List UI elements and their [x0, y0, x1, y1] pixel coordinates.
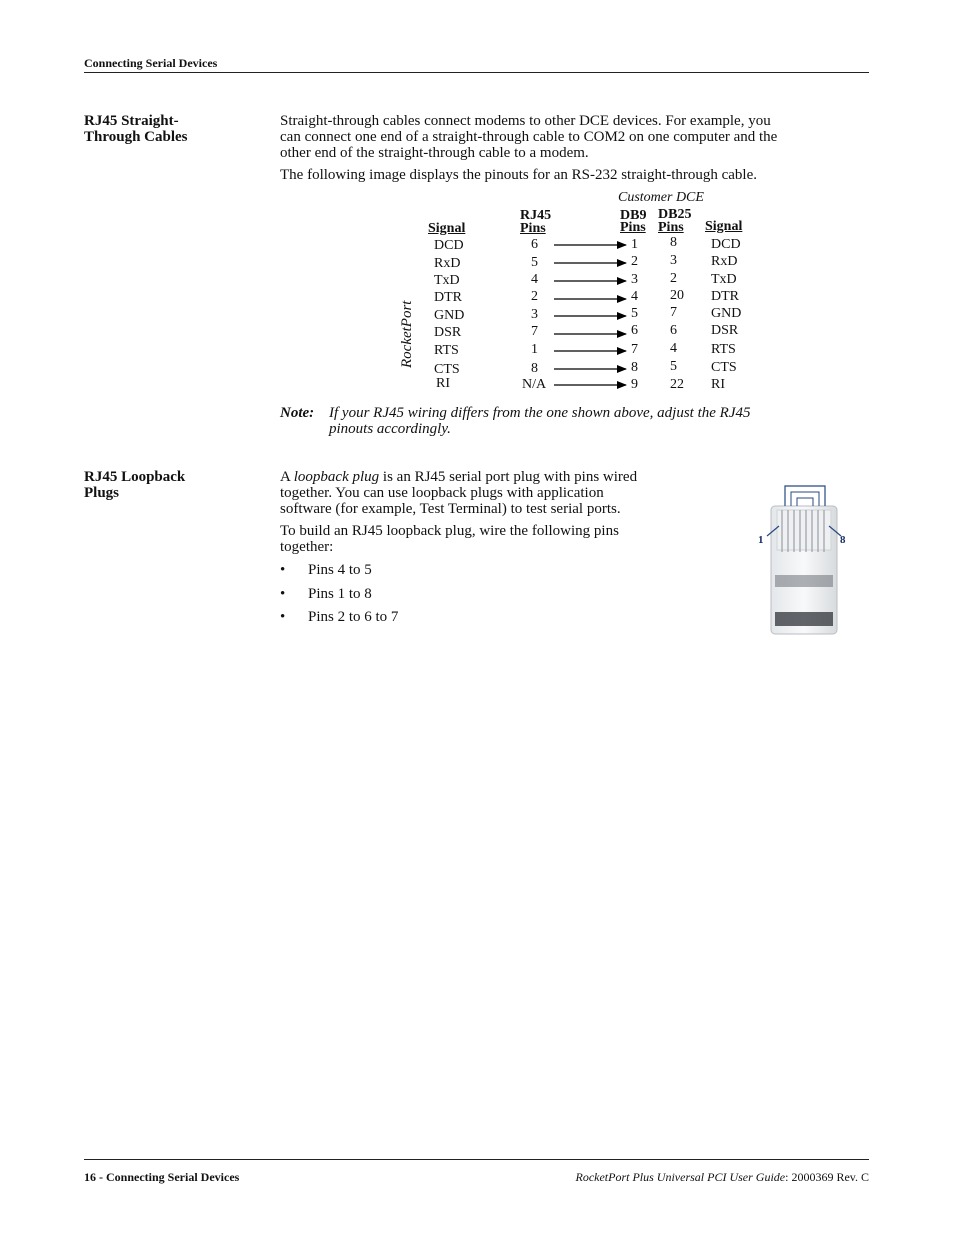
list-item-text: Pins 1 to 8 — [308, 586, 372, 602]
row-signal-right: RTS — [711, 342, 736, 357]
row-signal-right: DTR — [711, 289, 739, 304]
db9-header-line2: Pins — [620, 220, 646, 235]
loopback-plug-term: loopback plug — [293, 469, 380, 485]
footer-doc-title — [575, 1170, 869, 1185]
db25-header-line1: DB25 — [658, 207, 692, 222]
row-rj45: 8 — [531, 361, 538, 376]
wiring-note — [280, 405, 751, 437]
row-rj45: 6 — [531, 237, 538, 252]
row-rj45: 1 — [531, 342, 538, 357]
db25-header-line2: Pins — [658, 220, 684, 235]
heading-line: Through Cables — [84, 129, 188, 145]
row-signal: RxD — [434, 256, 461, 271]
row-db9: 3 — [631, 272, 638, 287]
row-signal-right: GND — [711, 306, 742, 321]
note-line: If your RJ45 wiring differs from the one shown above, adjust the RJ45 — [329, 405, 751, 421]
row-signal: TxD — [434, 273, 460, 288]
row-signal-right: DCD — [711, 237, 741, 252]
running-header: Connecting Serial Devices — [84, 56, 218, 70]
row-signal-right: RxD — [711, 254, 738, 269]
row-db25: 2 — [670, 271, 677, 286]
row-db9: 9 — [631, 377, 638, 392]
row-signal: CTS — [434, 362, 460, 377]
note-text — [329, 405, 849, 437]
row-signal: DCD — [434, 238, 464, 253]
doc-number: : 2000369 Rev. C — [785, 1170, 869, 1184]
row-db25: 4 — [670, 341, 677, 356]
row-db25: 3 — [670, 253, 677, 268]
section-heading-loopback — [84, 469, 185, 501]
intro-b: is an RJ45 serial port plug with pins wired — [379, 469, 638, 485]
para-line: together. You can use loopback plugs with application — [280, 485, 604, 501]
row-db9: 8 — [631, 360, 638, 375]
row-db25: 6 — [670, 323, 677, 338]
row-signal-right: DSR — [711, 323, 739, 338]
row-signal-right: TxD — [711, 272, 737, 287]
row-signal: GND — [434, 308, 465, 323]
row-signal: DTR — [434, 290, 462, 305]
row-signal: RI — [436, 376, 450, 391]
pin-bullet-list — [280, 562, 580, 632]
rj45-plug-illustration — [755, 480, 855, 640]
row-db9: 5 — [631, 306, 638, 321]
pin-8-label: 8 — [840, 534, 846, 546]
row-rj45: N/A — [522, 377, 547, 392]
row-rj45: 2 — [531, 289, 538, 304]
list-item-text: Pins 4 to 5 — [308, 562, 372, 578]
footer-rule — [84, 1159, 869, 1160]
list-item: • Pins 2 to 6 to 7 — [280, 609, 399, 625]
rj45-header-line2: Pins — [520, 221, 546, 236]
heading-line: RJ45 Straight- — [84, 113, 179, 129]
row-signal: RTS — [434, 343, 459, 358]
list-item: • Pins 1 to 8 — [280, 586, 372, 602]
row-rj45: 5 — [531, 255, 538, 270]
row-rj45: 4 — [531, 272, 538, 287]
para-line: can connect one end of a straight-through cable to COM2 on one computer and the — [280, 129, 778, 145]
rj45-header-line1: RJ45 — [520, 208, 552, 223]
row-db25: 20 — [670, 288, 684, 303]
row-db9: 4 — [631, 289, 638, 304]
para-line: together: — [280, 539, 334, 555]
para-line: software (for example, Test Terminal) to test serial ports. — [280, 501, 621, 517]
footer-page-label: 16 - Connecting Serial Devices — [84, 1170, 240, 1184]
row-signal: DSR — [434, 325, 462, 340]
pin-1-label: 1 — [758, 534, 764, 546]
header-rule — [84, 72, 869, 73]
signal-right-header: Signal — [705, 219, 743, 234]
row-signal-right: RI — [711, 377, 725, 392]
intro-a: A — [280, 469, 294, 485]
doc-title: RocketPort Plus Universal PCI User Guide — [575, 1170, 786, 1184]
loopback-intro — [280, 469, 637, 517]
row-db9: 2 — [631, 254, 638, 269]
db9-header-line1: DB9 — [620, 208, 647, 223]
straight-through-paragraph — [280, 113, 777, 161]
row-signal-right: CTS — [711, 360, 737, 375]
heading-line: RJ45 Loopback — [84, 469, 186, 485]
signal-left-header: Signal — [428, 221, 466, 236]
row-db9: 6 — [631, 323, 638, 338]
row-db9: 7 — [631, 342, 638, 357]
row-db25: 7 — [670, 305, 677, 320]
row-db25: 5 — [670, 359, 677, 374]
pinout-intro: The following image displays the pinouts for an RS-232 straight-through cable. — [280, 167, 757, 183]
row-rj45: 3 — [531, 307, 538, 322]
para-line — [280, 469, 637, 485]
loopback-build — [280, 523, 619, 555]
rocketport-label: RocketPort — [399, 300, 415, 368]
para-line: Straight-through cables connect modems to other DCE devices. For example, you — [280, 113, 771, 129]
list-item: • Pins 4 to 5 — [280, 562, 372, 578]
note-line: pinouts accordingly. — [329, 421, 451, 437]
para-line: To build an RJ45 loopback plug, wire the following pins — [280, 523, 619, 539]
note-label: Note: — [280, 405, 315, 421]
row-rj45: 7 — [531, 324, 538, 339]
para-line: other end of the straight-through cable to a modem. — [280, 145, 589, 161]
row-db25: 22 — [670, 377, 684, 392]
customer-dce-label: Customer DCE — [618, 190, 704, 205]
heading-line: Plugs — [84, 485, 120, 501]
row-db9: 1 — [631, 237, 638, 252]
row-db25: 8 — [670, 235, 677, 250]
list-item-text: Pins 2 to 6 to 7 — [308, 609, 399, 625]
section-heading-straight-through — [84, 113, 188, 145]
